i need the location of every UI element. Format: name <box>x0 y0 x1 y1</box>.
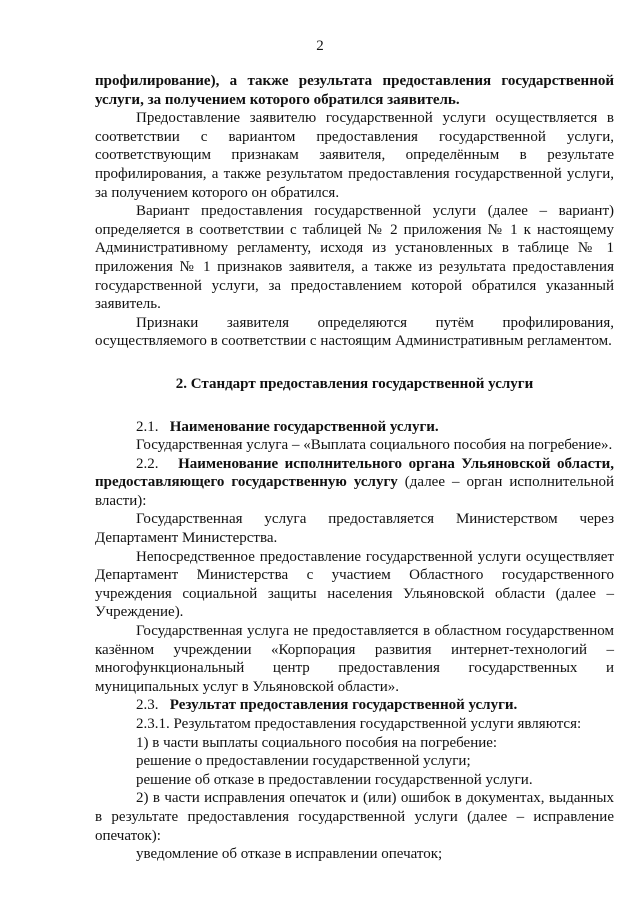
subsection-2-2-heading <box>95 455 614 511</box>
subsection-2-2-tail: (далее – орган исполнительной власти): <box>95 474 615 509</box>
heading-continuation: профилирование), а также результата предоставления государственной услуги, за получением которого обратился заявитель. <box>95 73 614 108</box>
document-body <box>95 72 614 864</box>
service-name-text: Государственная услуга – «Выплата социального пособия на погребение». <box>136 437 613 454</box>
subsection-2-1-title: Наименование государственной услуги. <box>169 418 439 435</box>
section-title: 2. Стандарт предоставления государственной услуги <box>175 375 534 392</box>
paragraph-mfc: Государственная услуга не предоставляется в областном государственном казённом учреждении «Корпорация развития интернет-технологий – многофункциональный центр предоставления государственных и муниципальных услуг в Ульяновской области». <box>95 623 614 695</box>
paragraph-variant-definition: Вариант предоставления государственной услуги (далее – вариант) определяется в соответствии с таблицей № 2 приложения № 1 к настоящему Административному регламенту, исходя из установленных в таблице № 1 приложения № 1 признаков заявителя, а также из результата предоставления государственной услуги, за предоставлением которой обратился указанный заявитель. <box>95 203 614 313</box>
subsection-2-3-number: 2.3. <box>136 697 159 714</box>
list-item-1: 1) в части выплаты социального пособия на погребение: <box>136 734 498 751</box>
subsection-2-2-number: 2.2. <box>136 455 159 472</box>
list-item-2: 2) в части исправления опечаток и (или) ошибок в документах, выданных в результате предоставления государственной услуги (далее – исправление опечаток): <box>95 790 614 844</box>
subsection-2-1-number: 2.1. <box>136 418 159 435</box>
clause-2-3-1: 2.3.1. Результатом предоставления государственной услуги являются: <box>136 716 582 732</box>
paragraph-applicant-signs: Признаки заявителя определяются путём профилирования, осуществляемого в соответствии с настоящим Административным регламентом. <box>95 314 614 350</box>
list-item-1b: решение об отказе в предоставлении государственной услуги. <box>136 771 533 788</box>
paragraph-variant-basis: Предоставление заявителю государственной услуги осуществляется в соответствии с вариантом предоставления государственной услуги, соответствующим признакам заявителя, определённым в результате профилирования, а также результатом предоставления государственной услуги, за получением которого он обратился. <box>95 110 614 201</box>
list-item-1a: решение о предоставлении государственной услуги; <box>136 753 471 770</box>
list-item-2a: уведомление об отказе в исправлении опечаток; <box>136 846 443 863</box>
paragraph-ministry: Государственная услуга предоставляется Министерством через Департамент Министерства. <box>95 511 614 547</box>
subsection-2-1-heading <box>95 418 614 437</box>
paragraph-department: Непосредственное предоставление государственной услуги осуществляет Департамент Министерства с участием Областного государственного учреждения социальной защиты населения Ульяновской области (далее – Учреждение). <box>95 548 614 621</box>
subsection-2-3-title: Результат предоставления государственной услуги. <box>169 697 518 714</box>
subsection-2-3-heading <box>95 696 614 715</box>
subsection-2-2-title: Наименование исполнительного органа Ульяновской области, предоставляющего государственную услугу <box>95 455 615 491</box>
page-number: 2 <box>316 38 324 54</box>
